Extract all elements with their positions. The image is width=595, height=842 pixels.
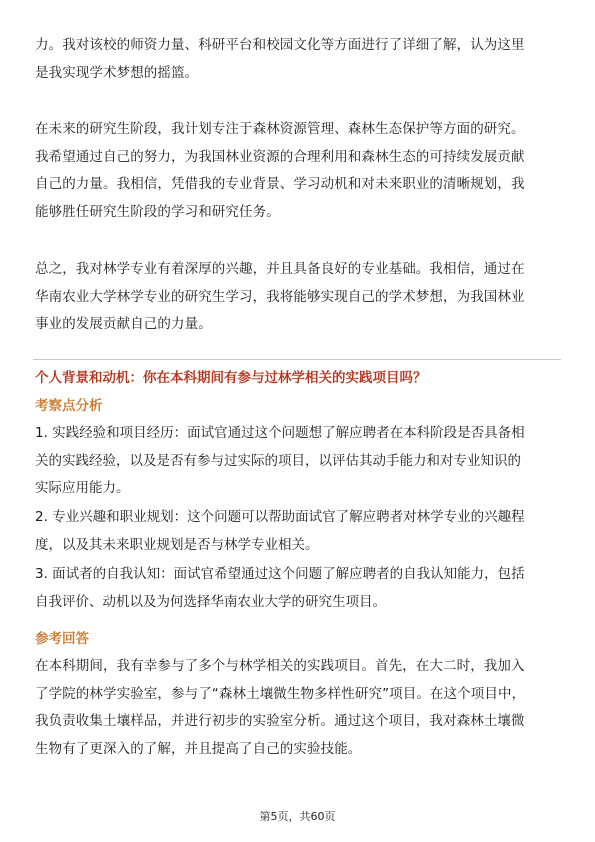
body-paragraph-1: 力。我对该校的师资力量、科研平台和校园文化等方面进行了详细了解，认为这里 是我实现学术梦想的摇篮。: [35, 37, 525, 81]
analysis-item-1: 1. 实践经验和项目经历：面试官通过这个问题想了解应聘者在本科阶段是否具备相 关的实践经验，以及是否有参与过实际的项目，以评估其动手能力和对专业知识的 实际应用能力。: [35, 425, 525, 496]
analysis-title: 考察点分析: [35, 398, 103, 414]
page-number: 第5页，共60页: [259, 810, 336, 823]
section-divider: [33, 359, 561, 360]
body-paragraph-3: 总之，我对林学专业有着深厚的兴趣，并且具备良好的专业基础。我相信，通过在 华南农业大学林学专业的研究生学习，我将能够实现自己的学术梦想，为我国林业 事业的发展贡献自己的力量。: [35, 261, 525, 332]
body-paragraph-2: 在未来的研究生阶段，我计划专注于森林资源管理、森林生态保护等方面的研究。 我希望通过自己的努力，为我国林业资源的合理利用和森林生态的可持续发展贡献 自己的力量。我相信，凭借我的专业背景、学习动机和对未来职业的清晰规划，我 能够胜任研究生阶段的学习和研究任务。: [35, 121, 525, 220]
reference-answer-text: 在本科期间，我有幸参与了多个与林学相关的实践项目。首先，在大二时，我加入 了学院的林学实验室，参与了“森林土壤微生物多样性研究”项目。在这个项目中， 我负责收集土壤样品，并进行初步的实验室分析。通过这个项目，我对森林土壤微 生物有了更深入的了解，并且提高了自己的实验技能。: [35, 658, 526, 757]
interview-question: 个人背景和动机：你在本科期间有参与过林学相关的实践项目吗？: [35, 370, 427, 386]
analysis-item-2: 2. 专业兴趣和职业规划：这个问题可以帮助面试官了解应聘者对林学专业的兴趣程 度，以及其未来职业规划是否与林学专业相关。: [35, 509, 525, 553]
analysis-item-3: 3. 面试者的自我认知：面试官希望通过这个问题了解应聘者的自我认知能力，包括 自我评价、动机以及为何选择华南农业大学的研究生项目。: [35, 566, 525, 610]
reference-answer-title: 参考回答: [35, 631, 89, 647]
